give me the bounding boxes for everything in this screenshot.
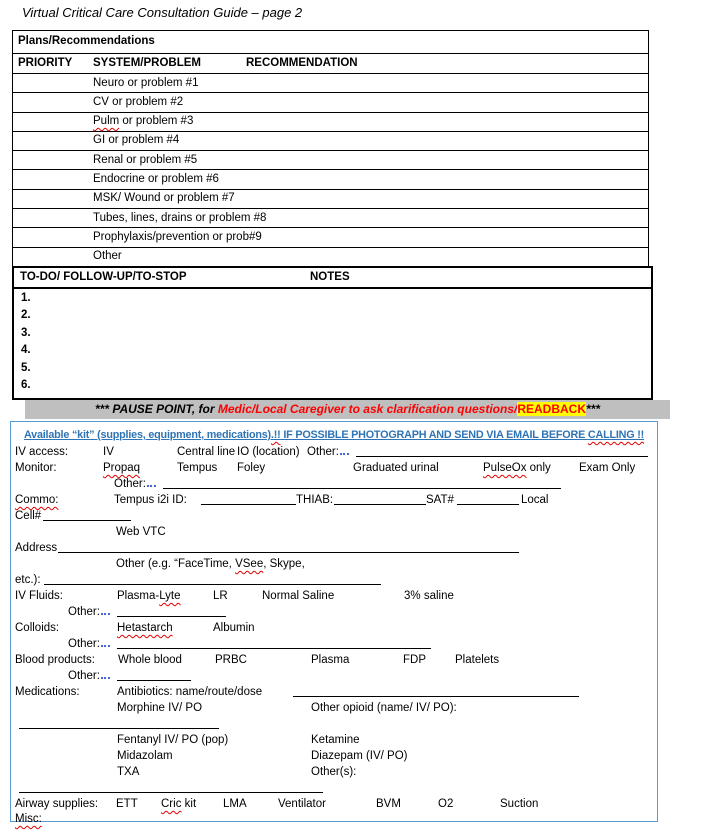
iv-fluids-other-line — [11, 605, 657, 621]
blood-products-label: Blood products: — [15, 654, 95, 666]
plans-row-gi: GI or problem #4 — [13, 132, 648, 151]
option-graduated-urinal: Graduated urinal — [353, 462, 439, 474]
option-diazepam: Diazepam (IV/ PO) — [311, 750, 408, 762]
option-hetastarch: Hetastarch — [117, 622, 173, 634]
misspelled-word: VSee — [235, 558, 264, 570]
blood-other-blank[interactable] — [117, 669, 191, 681]
misspelled-word: Pulm — [93, 115, 120, 128]
colloids-other-blank[interactable] — [117, 637, 431, 649]
option-bvm: BVM — [376, 798, 401, 810]
option-suction: Suction — [500, 798, 539, 810]
etc-label: etc.): — [15, 574, 41, 586]
address-blank[interactable] — [58, 541, 519, 553]
colloids-line — [11, 621, 657, 637]
iv-access-other-label: Other: — [307, 445, 349, 459]
iv-fluids-other-label: Other: — [68, 605, 110, 619]
plans-row-prophylaxis: Prophylaxis/prevention or prob#9 — [13, 228, 648, 247]
option-txa: TXA — [117, 766, 140, 778]
option-tempus: Tempus — [177, 462, 218, 474]
monitor-line — [11, 461, 657, 477]
other-opioid-label: Other opioid (name/ IV/ PO): — [311, 702, 457, 714]
option-propaq: Propaq — [103, 462, 141, 474]
midazolam-line — [11, 749, 657, 765]
blood-other-line — [11, 669, 657, 685]
option-ventilator: Ventilator — [278, 798, 326, 810]
plans-row-pulm: Pulm or problem #3 — [13, 113, 648, 132]
option-albumin: Albumin — [213, 622, 255, 634]
morphine-line — [11, 701, 657, 717]
monitor-other-line — [11, 477, 657, 493]
todo-item-6: 6. — [21, 379, 31, 392]
plans-row-neuro: Neuro or problem #1 — [13, 74, 648, 93]
colloids-other-label: Other: — [68, 637, 110, 651]
other-opioid-blank[interactable] — [19, 717, 219, 729]
monitor-other-label: Other: — [114, 477, 156, 491]
page-title: Virtual Critical Care Consultation Guide – page 2 — [22, 5, 303, 20]
option-midazolam: Midazolam — [117, 750, 173, 762]
web-vtc-line — [11, 525, 657, 541]
colloids-other-line — [11, 637, 657, 653]
pause-red-text: Medic/Local Caregiver to ask clarification questions/ — [217, 402, 518, 416]
thiab-blank[interactable] — [334, 493, 426, 505]
option-o2: O2 — [438, 798, 454, 810]
blood-products-line — [11, 653, 657, 669]
misspelled-word: Lyte — [159, 590, 181, 602]
sat-number-label: SAT# — [426, 494, 454, 506]
fentanyl-line — [11, 733, 657, 749]
misc-line — [11, 812, 657, 828]
option-iv: IV — [103, 446, 114, 458]
cell-line — [11, 509, 657, 525]
meds-blank-line — [11, 781, 657, 797]
iv-access-line — [11, 445, 657, 461]
web-vtc-label: Web VTC — [116, 526, 166, 538]
option-central-line: Central line — [177, 446, 236, 458]
option-whole-blood: Whole blood — [118, 654, 182, 666]
address-label: Address — [15, 542, 58, 554]
notes-header: NOTES — [310, 271, 350, 283]
option-cric-kit: Cric kit — [161, 798, 197, 810]
iv-fluids-label: IV Fluids: — [15, 590, 63, 602]
misspelled-word: Cric — [161, 798, 182, 810]
pause-prefix: *** PAUSE POINT, for — [94, 402, 218, 416]
thiab-label: THIAB: — [296, 494, 334, 506]
option-fentanyl: Fentanyl IV/ PO (pop) — [117, 734, 229, 746]
iv-access-label: IV access: — [15, 446, 69, 458]
pause-suffix: *** — [586, 402, 601, 416]
option-lma: LMA — [223, 798, 247, 810]
todo-item-4: 4. — [21, 344, 31, 357]
cell-number-blank[interactable] — [43, 509, 131, 521]
pause-point-banner — [25, 400, 670, 419]
commo-line — [11, 493, 657, 509]
airway-supplies-line — [11, 797, 657, 813]
antibiotics-label: Antibiotics: name/route/dose — [117, 686, 263, 698]
option-prbc: PRBC — [215, 654, 247, 666]
plans-section-title: Plans/Recommendations — [13, 31, 648, 54]
misspelled-word: CALLING !! — [587, 429, 645, 441]
option-exam-only: Exam Only — [579, 462, 636, 474]
available-kit-box — [10, 421, 658, 825]
address-line — [11, 541, 657, 557]
colloids-label: Colloids: — [15, 622, 60, 634]
plans-header-row — [13, 54, 648, 74]
plans-row-endocrine: Endocrine or problem #6 — [13, 170, 648, 189]
misc-label: Misc: — [15, 813, 42, 825]
opioid-blank-line — [11, 717, 657, 733]
option-lr: LR — [213, 590, 228, 602]
tempus-i2i-id-blank[interactable] — [201, 493, 296, 505]
other-apps-label: Other (e.g. “FaceTime, VSee, Skype, — [116, 558, 305, 570]
blood-other-label: Other: — [68, 669, 110, 683]
commo-label: Commo: — [15, 494, 59, 506]
kit-header: Available “kit” (supplies, equipment, medications).!! IF POSSIBLE PHOTOGRAPH AND SEND VIA EMAIL BEFORE CALLING !! — [23, 429, 645, 441]
todo-table — [12, 266, 653, 400]
monitor-label: Monitor: — [15, 462, 57, 474]
todo-item-3: 3. — [21, 326, 31, 339]
option-plasma-lyte: Plasma-Lyte — [117, 590, 181, 602]
iv-fluids-other-blank[interactable] — [117, 605, 226, 617]
other-apps-line — [11, 557, 657, 573]
sat-number-blank[interactable] — [457, 493, 519, 505]
medications-line — [11, 685, 657, 701]
col-recommendation: RECOMMENDATION — [246, 57, 358, 69]
iv-fluids-line — [11, 589, 657, 605]
option-normal-saline: Normal Saline — [262, 590, 335, 602]
todo-header-row — [14, 268, 651, 289]
plans-row-cv: CV or problem #2 — [13, 93, 648, 112]
option-ett: ETT — [116, 798, 138, 810]
option-morphine: Morphine IV/ PO — [117, 702, 203, 714]
col-system-problem: SYSTEM/PROBLEM — [93, 57, 201, 69]
option-platelets: Platelets — [455, 654, 500, 666]
col-priority: PRIORITY — [18, 57, 73, 69]
plans-row-other: Other — [93, 250, 122, 263]
monitor-other-blank[interactable] — [163, 477, 561, 489]
plans-table — [12, 30, 649, 268]
option-pulseox-only: PulseOx only — [483, 462, 551, 474]
misspelled-word: .!! — [270, 429, 281, 441]
meds-others-blank[interactable] — [19, 781, 323, 793]
option-3pct-saline: 3% saline — [404, 590, 454, 602]
option-io-location: IO (location) — [237, 446, 300, 458]
todo-item-2: 2. — [21, 309, 31, 322]
readback-highlight: READBACK — [517, 402, 586, 416]
iv-access-other-blank[interactable] — [356, 445, 648, 457]
option-foley: Foley — [237, 462, 266, 474]
etc-line — [11, 573, 657, 589]
todo-item-1: 1. — [21, 291, 31, 304]
option-plasma: Plasma — [311, 654, 350, 666]
todo-item-5: 5. — [21, 361, 31, 374]
airway-supplies-label: Airway supplies: — [15, 798, 99, 810]
etc-blank[interactable] — [44, 573, 381, 585]
local-label: Local — [521, 494, 549, 506]
medications-label: Medications: — [15, 686, 80, 698]
tempus-i2i-id-label: Tempus i2i ID: — [114, 494, 187, 506]
option-fdp: FDP — [403, 654, 426, 666]
cell-number-label: Cell# — [15, 510, 42, 522]
meds-others-label: Other(s): — [311, 766, 357, 778]
plans-row-msk-wound: MSK/ Wound or problem #7 — [13, 190, 648, 209]
txa-line — [11, 765, 657, 781]
todo-header: TO-DO/ FOLLOW-UP/TO-STOP — [20, 271, 187, 283]
option-ketamine: Ketamine — [311, 734, 360, 746]
plans-row-tubes-lines-drains: Tubes, lines, drains or problem #8 — [13, 209, 648, 228]
plans-row-renal: Renal or problem #5 — [13, 151, 648, 170]
antibiotics-blank[interactable] — [293, 685, 579, 697]
